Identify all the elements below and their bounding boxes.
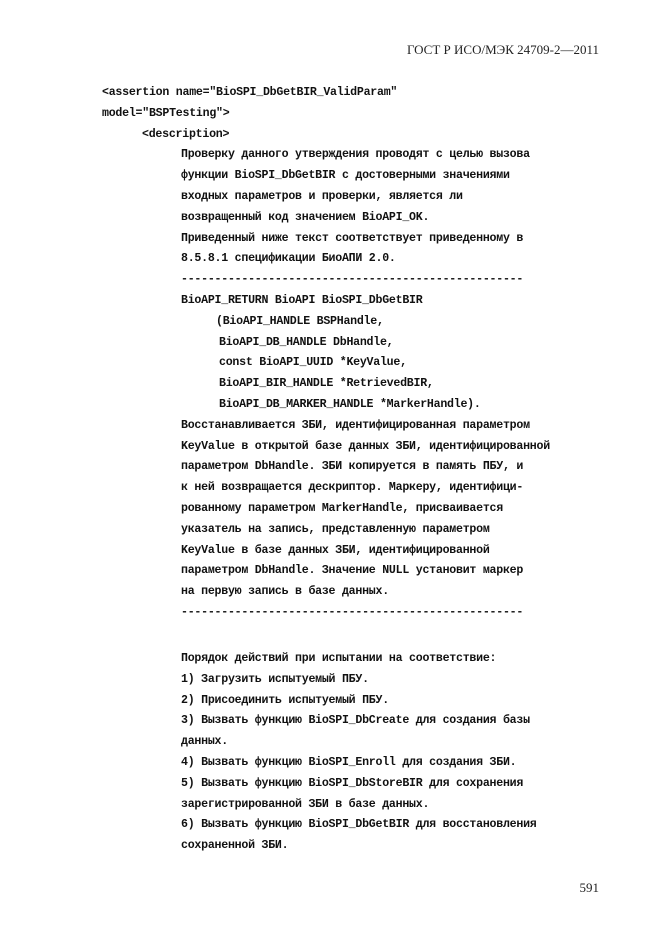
procedure-step: 3) Вызвать функцию BioSPI_DbCreate для создания базы [181,714,530,728]
intro-line: возвращенный код значением BioAPI_OK. [181,210,430,224]
separator-line: --------------------------------------------------- [181,273,524,287]
intro-line: функции BioSPI_DbGetBIR с достоверными значениями [181,169,510,183]
signature-param-line: BioAPI_BIR_HANDLE *RetrievedBIR, [219,377,434,391]
assertion-model-line: model="BSPTesting"> [102,106,230,120]
procedure-step-continuation: зарегистрированной ЗБИ в базе данных. [181,797,430,811]
intro-line: 8.5.8.1 спецификации БиоАПИ 2.0. [181,252,396,266]
signature-param-line: BioAPI_DB_MARKER_HANDLE *MarkerHandle). [219,398,481,411]
procedure-step: 5) Вызвать функцию BioSPI_DbStoreBIR для сохранения [181,776,524,790]
explanation-line: к ней возвращается дескриптор. Маркеру, идентифици- [181,481,524,495]
intro-line: Приведенный ниже текст соответствует приведенному в [181,231,524,245]
explanation-line: рованному параметром MarkerHandle, присваивается [181,502,503,515]
description-tag: <description> [142,127,230,141]
procedure-step: 2) Присоединить испытуемый ПБУ. [181,693,389,707]
explanation-line: параметром DbHandle. Значение NULL установит маркер [181,564,524,578]
intro-line: Проверку данного утверждения проводят с целью вызова [181,148,530,162]
explanation-line: указатель на запись, представленную параметром [181,522,490,536]
signature-first-line: BioAPI_RETURN BioAPI BioSPI_DbGetBIR [181,294,423,307]
separator-line: --------------------------------------------------- [181,606,524,619]
procedure-step: 6) Вызвать функцию BioSPI_DbGetBIR для восстановления [181,818,537,832]
signature-param-line: BioAPI_DB_HANDLE DbHandle, [219,335,394,349]
procedure-step: 1) Загрузить испытуемый ПБУ. [181,672,369,686]
explanation-line: параметром DbHandle. ЗБИ копируется в память ПБУ, и [181,460,524,474]
procedure-step-continuation: данных. [181,735,228,749]
standard-header: ГОСТ Р ИСО/МЭК 24709-2—2011 [406,42,599,57]
signature-param-line: (BioAPI_HANDLE BSPHandle, [216,314,384,328]
intro-line: входных параметров и проверки, является ли [181,190,463,203]
procedure-heading: Порядок действий при испытании на соответствие: [181,652,497,665]
signature-param-line: const BioAPI_UUID *KeyValue, [219,356,407,370]
explanation-line: KeyValue в базе данных ЗБИ, идентифицированной [181,543,490,557]
procedure-step: 4) Вызвать функцию BioSPI_Enroll для создания ЗБИ. [181,756,517,769]
explanation-line: KeyValue в открытой базе данных ЗБИ, идентифицированной [181,439,550,453]
page-number: 591 [579,880,599,895]
explanation-line: на первую запись в базе данных. [181,585,389,599]
assertion-open-line: <assertion name="BioSPI_DbGetBIR_ValidParam" [102,86,398,99]
procedure-step-continuation: сохраненной ЗБИ. [181,839,289,853]
explanation-line: Восстанавливается ЗБИ, идентифицированная параметром [181,418,530,432]
